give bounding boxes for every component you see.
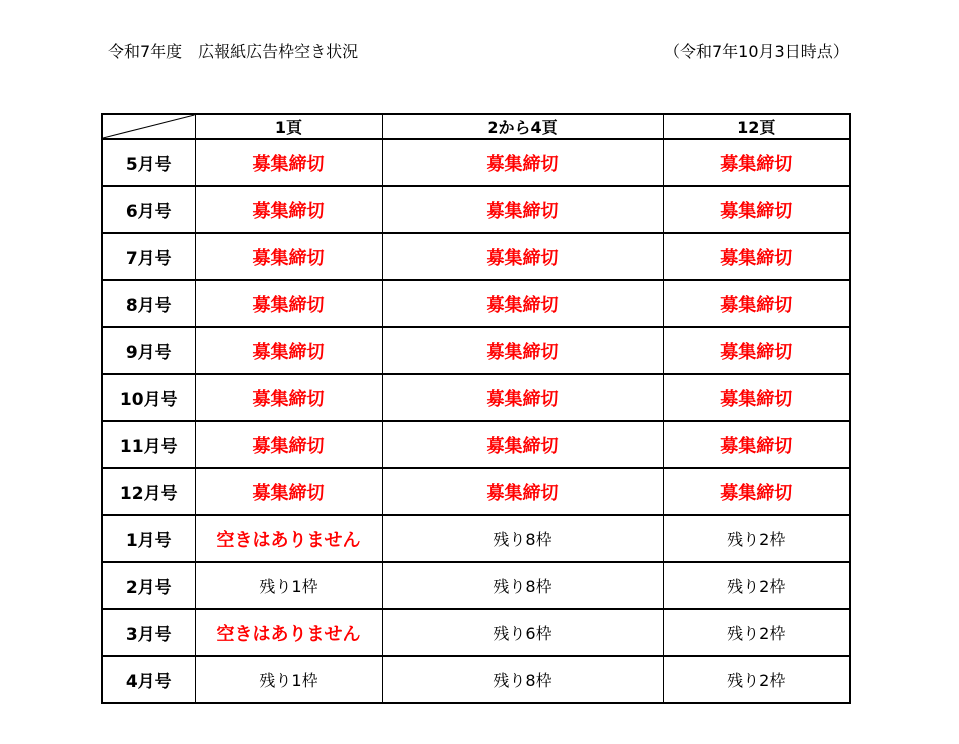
table-header-row (102, 114, 850, 139)
month-label: 10月号 (102, 374, 195, 421)
table-row (102, 468, 850, 515)
month-label: 12月号 (102, 468, 195, 515)
status-closed: 募集締切 (195, 468, 382, 515)
column-header-page-1: 1頁 (195, 114, 382, 139)
month-label: 5月号 (102, 139, 195, 186)
status-closed: 募集締切 (382, 139, 663, 186)
status-remaining: 残り1枠 (195, 562, 382, 609)
table-row (102, 421, 850, 468)
table-row (102, 233, 850, 280)
status-closed: 募集締切 (195, 186, 382, 233)
status-closed: 募集締切 (382, 233, 663, 280)
status-closed: 募集締切 (663, 468, 850, 515)
status-remaining: 残り2枠 (663, 562, 850, 609)
status-closed: 募集締切 (382, 421, 663, 468)
status-remaining: 残り2枠 (663, 609, 850, 656)
status-remaining: 残り1枠 (195, 656, 382, 703)
month-label: 8月号 (102, 280, 195, 327)
status-closed: 募集締切 (663, 421, 850, 468)
status-closed: 空きはありません (195, 515, 382, 562)
table-row (102, 374, 850, 421)
status-remaining: 残り8枠 (382, 515, 663, 562)
status-remaining: 残り8枠 (382, 656, 663, 703)
table-row (102, 609, 850, 656)
month-label: 11月号 (102, 421, 195, 468)
table-row (102, 327, 850, 374)
status-closed: 募集締切 (195, 374, 382, 421)
status-remaining: 残り2枠 (663, 656, 850, 703)
month-label: 4月号 (102, 656, 195, 703)
month-label: 2月号 (102, 562, 195, 609)
table-row (102, 562, 850, 609)
ad-slot-table (101, 113, 851, 704)
status-remaining: 残り6枠 (382, 609, 663, 656)
table-body (102, 139, 850, 703)
month-label: 7月号 (102, 233, 195, 280)
status-closed: 募集締切 (195, 421, 382, 468)
status-closed: 募集締切 (195, 139, 382, 186)
table-row (102, 186, 850, 233)
status-closed: 募集締切 (663, 280, 850, 327)
as-of-date: （令和7年10月3日時点） (664, 42, 849, 61)
month-label: 1月号 (102, 515, 195, 562)
status-closed: 募集締切 (382, 468, 663, 515)
month-label: 9月号 (102, 327, 195, 374)
status-closed: 募集締切 (382, 280, 663, 327)
table-row (102, 656, 850, 703)
status-closed: 募集締切 (195, 327, 382, 374)
status-remaining: 残り8枠 (382, 562, 663, 609)
status-closed: 募集締切 (382, 186, 663, 233)
table-row (102, 139, 850, 186)
column-header-page-12: 12頁 (663, 114, 850, 139)
status-closed: 募集締切 (663, 139, 850, 186)
diagonal-line (103, 115, 195, 138)
status-closed: 募集締切 (382, 374, 663, 421)
column-header-page-2-4: 2から4頁 (382, 114, 663, 139)
page-title: 令和7年度 広報紙広告枠空き状況 (108, 42, 359, 61)
status-closed: 募集締切 (195, 233, 382, 280)
month-label: 3月号 (102, 609, 195, 656)
status-closed: 募集締切 (663, 233, 850, 280)
status-closed: 募集締切 (663, 186, 850, 233)
status-remaining: 残り2枠 (663, 515, 850, 562)
status-closed: 募集締切 (663, 327, 850, 374)
corner-cell (102, 114, 195, 139)
status-closed: 募集締切 (382, 327, 663, 374)
table-row (102, 280, 850, 327)
status-closed: 募集締切 (663, 374, 850, 421)
status-closed: 空きはありません (195, 609, 382, 656)
month-label: 6月号 (102, 186, 195, 233)
status-closed: 募集締切 (195, 280, 382, 327)
table-row (102, 515, 850, 562)
